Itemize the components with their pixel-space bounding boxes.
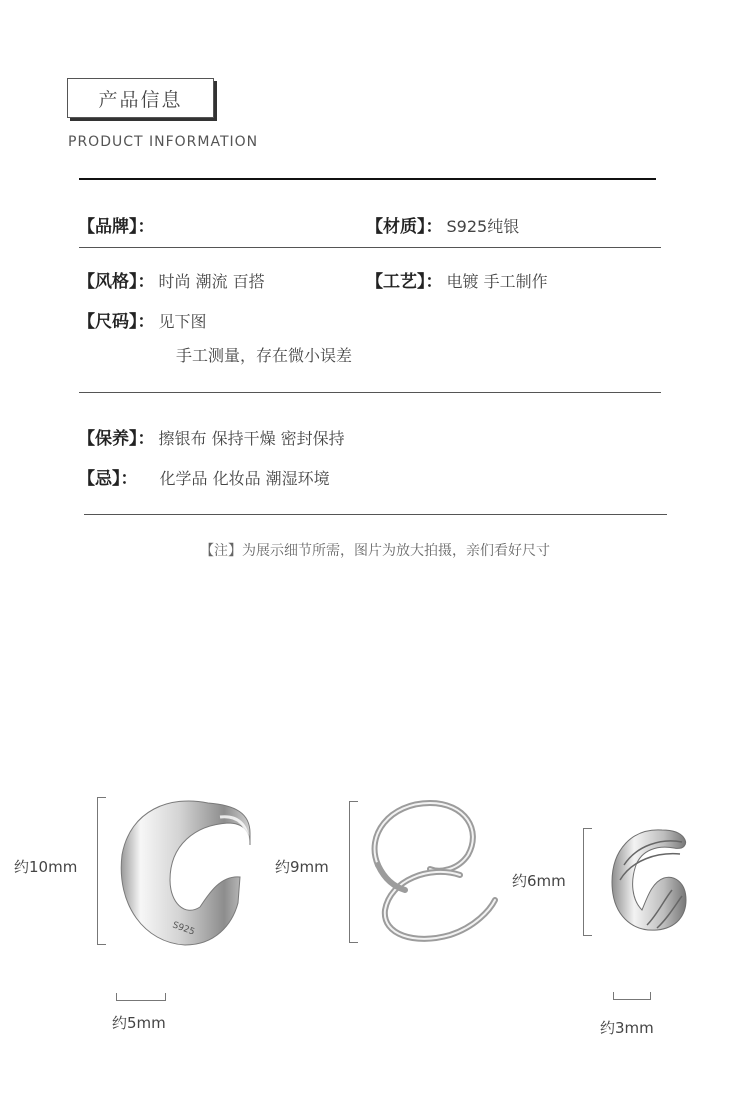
brand-key: 【品牌】：: [78, 217, 155, 237]
p2-height-label: 约9mm: [275, 858, 329, 876]
p1-width-label: 约5mm: [112, 1014, 166, 1032]
care-key: 【保养】：: [78, 429, 155, 449]
avoid-value: 化学品 化妆品 潮湿环境: [159, 469, 330, 488]
craft-value: 电镀 手工制作: [446, 272, 548, 291]
section-title-box: [67, 78, 214, 118]
craft-row: [366, 267, 548, 292]
p3-height-label: 约6mm: [512, 872, 566, 890]
material-value: S925纯银: [446, 217, 520, 236]
divider-2: [79, 392, 661, 393]
divider-top: [79, 178, 656, 180]
divider-3: [84, 514, 667, 515]
size-row: [78, 307, 207, 332]
brand-row: [78, 212, 159, 237]
section-title: 产品信息: [98, 88, 183, 111]
section-subtitle: PRODUCT INFORMATION: [68, 134, 259, 150]
p1-width-bracket: [116, 993, 166, 1001]
wide-band-cuff-image: [110, 785, 260, 955]
p1-height-bracket: [97, 797, 106, 945]
size-value: 见下图: [158, 312, 207, 331]
material-row: [366, 212, 519, 237]
double-wire-cuff-image: [360, 795, 505, 945]
size-key: 【尺码】：: [78, 312, 155, 332]
p3-width-label: 约3mm: [600, 1019, 654, 1037]
material-key: 【材质】：: [366, 217, 443, 237]
craft-key: 【工艺】：: [366, 272, 443, 292]
care-value: 擦银布 保持干燥 密封保持: [158, 429, 345, 448]
p1-height-label: 约10mm: [14, 858, 78, 876]
p3-width-bracket: [613, 992, 651, 1000]
p2-height-bracket: [349, 801, 358, 943]
p3-height-bracket: [583, 828, 592, 936]
style-value: 时尚 潮流 百搭: [158, 272, 265, 291]
avoid-key: 【忌】：: [78, 469, 138, 489]
style-key: 【风格】：: [78, 272, 155, 292]
care-row: [78, 424, 345, 449]
avoid-row: [78, 464, 330, 489]
size-note: 手工测量，存在微小误差: [176, 346, 353, 365]
display-note: 【注】为展示细节所需，图片为放大拍摄，亲们看好尺寸: [200, 543, 550, 559]
style-row: [78, 267, 265, 292]
p1-engraving: S925: [170, 920, 196, 938]
triple-line-cuff-image: [602, 820, 697, 940]
divider-1: [79, 247, 661, 248]
